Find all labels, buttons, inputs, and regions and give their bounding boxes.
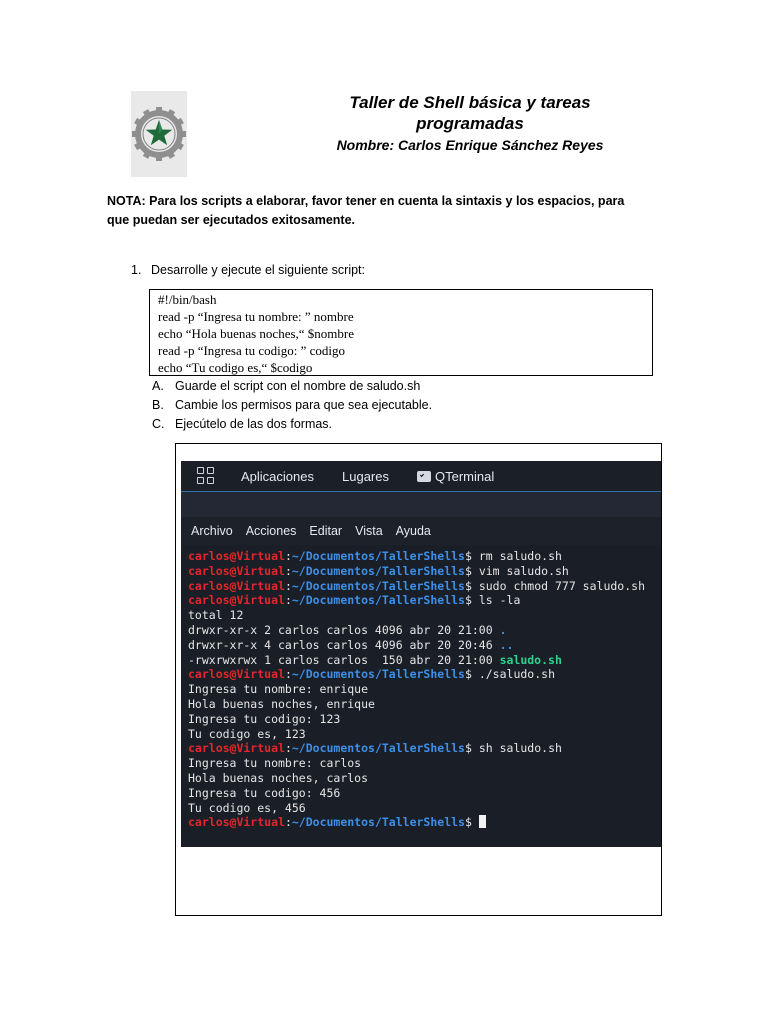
document-title-line-2: programadas (416, 114, 524, 133)
terminal-output-line (188, 712, 654, 727)
prompt-path: ~/Documentos/TallerShells (291, 578, 465, 593)
terminal-output-line (188, 801, 654, 816)
note-paragraph: NOTA: Para los scripts a elaborar, favor tener en cuenta la sintaxis y los espacios, para que puedan ser ejecutados exitosamente. (107, 194, 625, 227)
app-name: QTerminal (434, 468, 495, 484)
listing-filename: saludo.sh (499, 652, 562, 667)
script-line: read -p “Ingresa tu nombre: ” nombre (158, 309, 354, 324)
list-item-text: Guarde el script con el nombre de saludo.sh (175, 379, 421, 393)
script-line: read -p “Ingresa tu codigo: ” codigo (158, 343, 345, 358)
terminal-output[interactable] (181, 545, 661, 834)
terminal-command-line (188, 815, 654, 830)
script-line: echo “Tu codigo es,“ $codigo (158, 360, 313, 375)
document-title-line-1: Taller de Shell básica y tareas (349, 93, 591, 112)
prompt-user: carlos@Virtual (188, 549, 285, 563)
terminal-listing-line (188, 623, 654, 638)
list-item-letter: A. (152, 379, 164, 393)
terminal-icon (417, 471, 431, 482)
prompt-symbol: $ (464, 549, 472, 563)
terminal-output-line (188, 697, 654, 712)
prompt-separator: : (284, 549, 292, 563)
prompt-user: carlos@Virtual (188, 578, 285, 593)
author-name: Nombre: Carlos Enrique Sánchez Reyes (336, 137, 604, 153)
prompt-separator: : (284, 578, 292, 593)
terminal-command-line (188, 564, 654, 579)
prompt-separator: : (284, 815, 292, 830)
prompt-symbol: $ (464, 578, 472, 593)
list-item-letter: C. (152, 417, 165, 431)
prompt-user: carlos@Virtual (188, 593, 285, 608)
qterminal-taskbar-item[interactable] (417, 469, 494, 484)
prompt-user: carlos@Virtual (188, 741, 285, 756)
terminal-output-line (188, 682, 654, 697)
star-gear-emblem-icon (131, 91, 187, 177)
terminal-output-line (188, 727, 654, 742)
output-text: Hola buenas noches, carlos (188, 770, 369, 785)
menu-acciones[interactable]: Acciones (245, 524, 297, 538)
terminal-screenshot (181, 461, 661, 847)
prompt-user: carlos@Virtual (188, 563, 285, 578)
places-menu[interactable]: Lugares (342, 468, 389, 484)
output-text: Ingresa tu codigo: 123 (188, 711, 341, 726)
question-text: Desarrolle y ejecute el siguiente script: (151, 263, 365, 277)
listing-filename: . (499, 622, 507, 637)
prompt-symbol: $ (464, 563, 472, 578)
subitems-list (152, 377, 432, 434)
command-text: vim saludo.sh (471, 563, 569, 578)
script-line: #!/bin/bash (158, 292, 217, 307)
prompt-path: ~/Documentos/TallerShells (291, 741, 465, 756)
text-cursor (479, 815, 486, 828)
menu-archivo[interactable]: Archivo (191, 524, 233, 538)
terminal-output-line (188, 756, 654, 771)
question-number: 1. (131, 263, 142, 277)
document-header (300, 92, 640, 154)
list-item-text: Ejecútelo de las dos formas. (175, 417, 333, 431)
terminal-output-line (188, 771, 654, 786)
prompt-symbol: $ (464, 667, 472, 682)
output-text: total 12 (188, 608, 244, 623)
terminal-command-line (188, 741, 654, 756)
listing-details: -rwxrwxrwx 1 carlos carlos 150 abr 20 21:00 (188, 652, 500, 667)
terminal-command-line (188, 593, 654, 608)
list-item-letter: B. (152, 398, 164, 412)
output-text: Tu codigo es, 456 (188, 800, 306, 815)
command-text: sudo chmod 777 saludo.sh (471, 578, 645, 593)
terminal-command-line (188, 549, 654, 564)
menu-editar[interactable]: Editar (309, 524, 343, 538)
list-item-text: Cambie los permisos para que sea ejecutable. (175, 398, 433, 412)
output-text: Ingresa tu nombre: enrique (188, 682, 369, 697)
terminal-command-line (188, 579, 654, 594)
prompt-separator: : (284, 563, 292, 578)
terminal-command-line (188, 667, 654, 682)
prompt-path: ~/Documentos/TallerShells (291, 549, 465, 563)
prompt-path: ~/Documentos/TallerShells (291, 815, 465, 830)
command-text: ./saludo.sh (471, 667, 555, 682)
terminal-listing-line (188, 638, 654, 653)
script-line: echo “Hola buenas noches,“ $nombre (158, 326, 355, 341)
desktop-background (181, 492, 661, 517)
terminal-output-line (188, 608, 654, 623)
question-1 (131, 261, 365, 279)
prompt-separator: : (284, 667, 292, 682)
applications-menu[interactable]: Aplicaciones (241, 468, 314, 484)
listing-filename: .. (499, 637, 514, 652)
prompt-path: ~/Documentos/TallerShells (291, 563, 465, 578)
output-text: Tu codigo es, 123 (188, 726, 306, 741)
institution-logo (131, 91, 187, 177)
terminal-menubar (181, 517, 661, 545)
menu-ayuda[interactable]: Ayuda (395, 524, 431, 538)
terminal-output-line (188, 786, 654, 801)
output-text: Ingresa tu nombre: carlos (188, 756, 362, 771)
output-text: Hola buenas noches, enrique (188, 696, 375, 711)
listing-details: drwxr-xr-x 2 carlos carlos 4096 abr 20 21:00 (188, 622, 500, 637)
grid-icon[interactable] (197, 467, 217, 485)
list-item (152, 377, 432, 396)
prompt-symbol: $ (464, 593, 472, 608)
command-text: ls -la (471, 593, 521, 608)
listing-details: drwxr-xr-x 4 carlos carlos 4096 abr 20 20:46 (188, 637, 500, 652)
prompt-user: carlos@Virtual (188, 815, 285, 830)
list-item (152, 415, 432, 434)
prompt-symbol: $ (464, 741, 472, 756)
command-text: rm saludo.sh (471, 549, 562, 563)
command-text (472, 815, 479, 829)
desktop-top-panel (181, 461, 661, 492)
output-text: Ingresa tu codigo: 456 (188, 785, 341, 800)
command-text: sh saludo.sh (471, 741, 562, 756)
prompt-separator: : (284, 593, 292, 608)
menu-vista[interactable]: Vista (355, 524, 383, 538)
prompt-separator: : (284, 741, 292, 756)
prompt-path: ~/Documentos/TallerShells (291, 593, 465, 608)
prompt-path: ~/Documentos/TallerShells (291, 667, 465, 682)
list-item (152, 396, 432, 415)
terminal-listing-line (188, 653, 654, 668)
script-code-box (149, 289, 653, 376)
prompt-symbol: $ (464, 815, 472, 830)
prompt-user: carlos@Virtual (188, 667, 285, 682)
screenshot-frame (175, 443, 662, 916)
